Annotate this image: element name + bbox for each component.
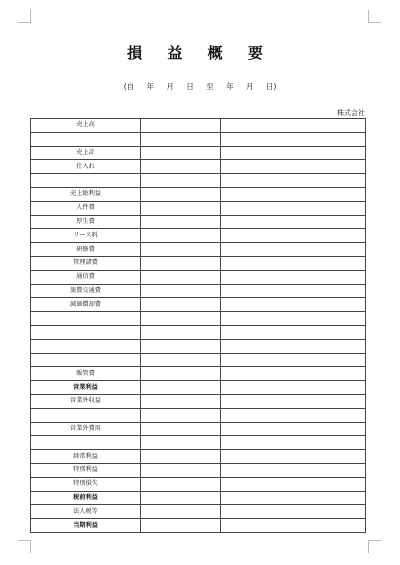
row-label: 研修費: [31, 243, 141, 257]
amount-cell[interactable]: [141, 394, 221, 408]
row-label: 営業外収益: [31, 394, 141, 408]
table-row: [31, 256, 366, 270]
note-cell[interactable]: [221, 119, 366, 133]
row-label: 特別損失: [31, 477, 141, 491]
row-label: 販管費: [31, 367, 141, 381]
note-cell[interactable]: [221, 160, 366, 174]
income-statement-table: [30, 118, 366, 533]
crop-mark-top-right: [368, 10, 381, 23]
amount-cell[interactable]: [141, 119, 221, 133]
amount-cell[interactable]: [141, 436, 221, 450]
note-cell[interactable]: [221, 408, 366, 422]
table-row: [31, 394, 366, 408]
row-label: 法人税等: [31, 505, 141, 519]
note-cell[interactable]: [221, 229, 366, 243]
note-cell[interactable]: [221, 339, 366, 353]
amount-cell[interactable]: [141, 284, 221, 298]
crop-mark-top-left: [18, 10, 31, 23]
row-label: 当期利益: [31, 519, 141, 533]
note-cell[interactable]: [221, 201, 366, 215]
row-label: 特別利益: [31, 463, 141, 477]
row-label: 売上高: [31, 119, 141, 133]
row-label: 売上計: [31, 146, 141, 160]
amount-cell[interactable]: [141, 450, 221, 464]
note-cell[interactable]: [221, 436, 366, 450]
row-label: 経常利益: [31, 450, 141, 464]
amount-cell[interactable]: [141, 174, 221, 188]
row-label: 営業利益: [31, 381, 141, 395]
amount-cell[interactable]: [141, 381, 221, 395]
amount-cell[interactable]: [141, 256, 221, 270]
row-label: [31, 408, 141, 422]
note-cell[interactable]: [221, 256, 366, 270]
table-row: [31, 477, 366, 491]
row-label: [31, 312, 141, 326]
note-cell[interactable]: [221, 463, 366, 477]
amount-cell[interactable]: [141, 132, 221, 146]
note-cell[interactable]: [221, 353, 366, 367]
row-label: 人件費: [31, 201, 141, 215]
table-row: [31, 422, 366, 436]
table-row: [31, 450, 366, 464]
table-row: [31, 463, 366, 477]
row-label: [31, 325, 141, 339]
table-row: [31, 491, 366, 505]
amount-cell[interactable]: [141, 160, 221, 174]
page-title: 損 益 概 要: [127, 44, 273, 62]
note-cell[interactable]: [221, 491, 366, 505]
amount-cell[interactable]: [141, 229, 221, 243]
note-cell[interactable]: [221, 312, 366, 326]
crop-mark-bottom-left: [18, 540, 31, 553]
table-row: [31, 119, 366, 133]
amount-cell[interactable]: [141, 215, 221, 229]
row-label: 営業外費用: [31, 422, 141, 436]
row-label: [31, 132, 141, 146]
row-label: 減価償却費: [31, 298, 141, 312]
table-row: [31, 243, 366, 257]
note-cell[interactable]: [221, 298, 366, 312]
note-cell[interactable]: [221, 132, 366, 146]
company-label: 株式会社: [337, 109, 365, 117]
amount-cell[interactable]: [141, 325, 221, 339]
amount-cell[interactable]: [141, 505, 221, 519]
amount-cell[interactable]: [141, 353, 221, 367]
amount-cell[interactable]: [141, 491, 221, 505]
amount-cell[interactable]: [141, 422, 221, 436]
table-row: [31, 298, 366, 312]
row-label: リース料: [31, 229, 141, 243]
table-row: [31, 367, 366, 381]
note-cell[interactable]: [221, 422, 366, 436]
table-row: [31, 270, 366, 284]
crop-mark-bottom-right: [368, 540, 381, 553]
row-label: 旅費交通費: [31, 284, 141, 298]
amount-cell[interactable]: [141, 477, 221, 491]
note-cell[interactable]: [221, 505, 366, 519]
note-cell[interactable]: [221, 325, 366, 339]
table-row: [31, 408, 366, 422]
period-range: (自 年 月 日 至 年 月 日): [123, 82, 277, 91]
note-cell[interactable]: [221, 243, 366, 257]
note-cell[interactable]: [221, 215, 366, 229]
table-row: [31, 325, 366, 339]
amount-cell[interactable]: [141, 187, 221, 201]
row-label: [31, 174, 141, 188]
note-cell[interactable]: [221, 477, 366, 491]
table-row: [31, 436, 366, 450]
amount-cell[interactable]: [141, 519, 221, 533]
amount-cell[interactable]: [141, 312, 221, 326]
note-cell[interactable]: [221, 450, 366, 464]
note-cell[interactable]: [221, 284, 366, 298]
amount-cell[interactable]: [141, 243, 221, 257]
table-row: [31, 160, 366, 174]
amount-cell[interactable]: [141, 408, 221, 422]
note-cell[interactable]: [221, 270, 366, 284]
table-row: [31, 519, 366, 533]
table-row: [31, 215, 366, 229]
row-label: 売上総利益: [31, 187, 141, 201]
row-label: 通信費: [31, 270, 141, 284]
table-row: [31, 132, 366, 146]
table-row: [31, 174, 366, 188]
note-cell[interactable]: [221, 367, 366, 381]
note-cell[interactable]: [221, 146, 366, 160]
note-cell[interactable]: [221, 187, 366, 201]
amount-cell[interactable]: [141, 298, 221, 312]
table-row: [31, 312, 366, 326]
table-row: [31, 201, 366, 215]
note-cell[interactable]: [221, 394, 366, 408]
amount-cell[interactable]: [141, 463, 221, 477]
table-row: [31, 187, 366, 201]
note-cell[interactable]: [221, 381, 366, 395]
table-row: [31, 229, 366, 243]
amount-cell[interactable]: [141, 367, 221, 381]
table-row: [31, 505, 366, 519]
amount-cell[interactable]: [141, 270, 221, 284]
table-row: [31, 284, 366, 298]
amount-cell[interactable]: [141, 146, 221, 160]
row-label: 管理諸費: [31, 256, 141, 270]
amount-cell[interactable]: [141, 201, 221, 215]
table-row: [31, 381, 366, 395]
table-row: [31, 146, 366, 160]
note-cell[interactable]: [221, 519, 366, 533]
row-label: [31, 436, 141, 450]
row-label: 仕入れ: [31, 160, 141, 174]
row-label: 厚生費: [31, 215, 141, 229]
row-label: [31, 339, 141, 353]
table-row: [31, 353, 366, 367]
row-label: [31, 353, 141, 367]
row-label: 税前利益: [31, 491, 141, 505]
note-cell[interactable]: [221, 174, 366, 188]
amount-cell[interactable]: [141, 339, 221, 353]
table-row: [31, 339, 366, 353]
